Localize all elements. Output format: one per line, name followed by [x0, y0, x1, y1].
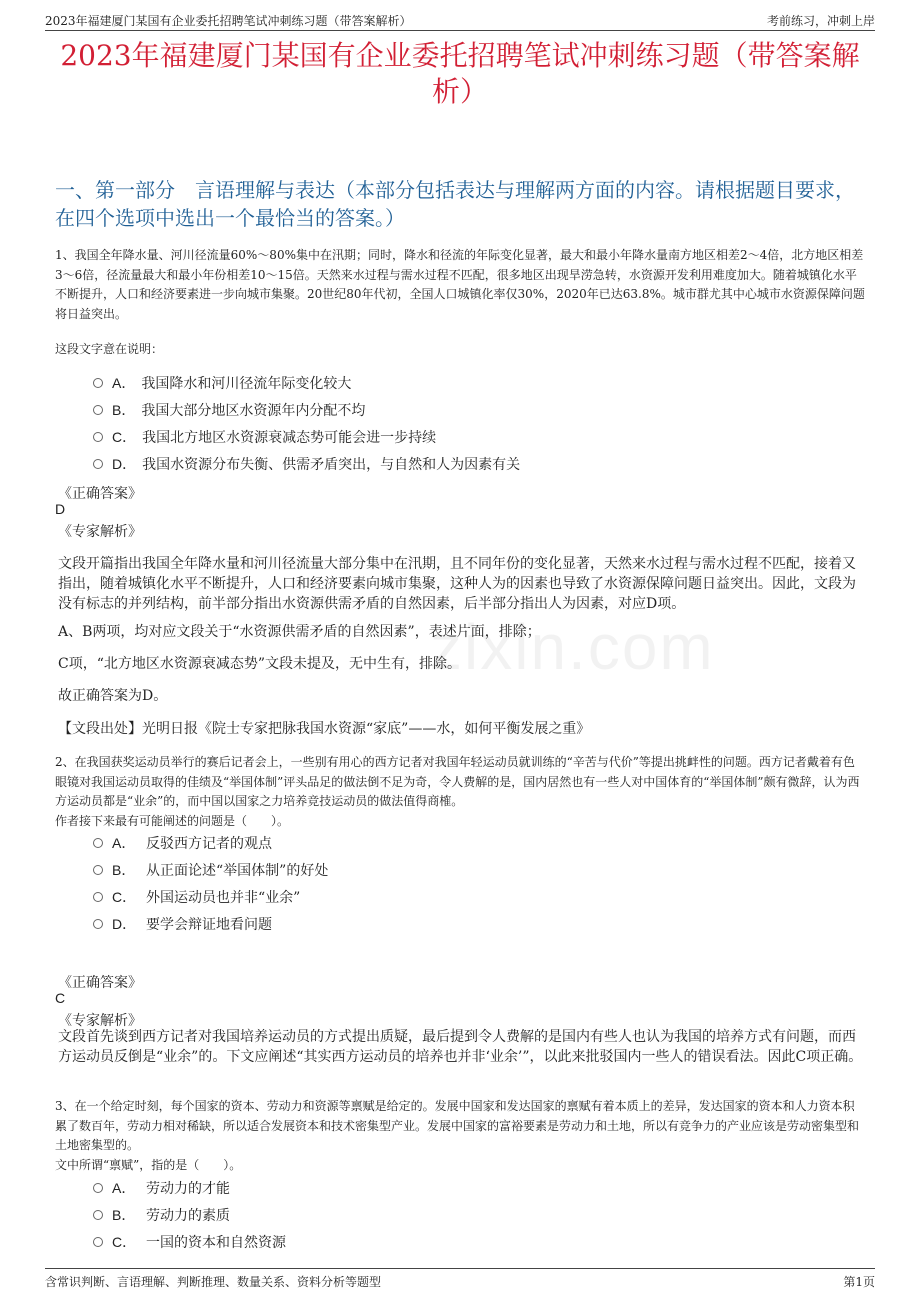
radio-icon[interactable] — [93, 405, 103, 415]
page-footer — [45, 1268, 875, 1289]
q3-option-b[interactable] — [93, 1205, 230, 1225]
q1-prompt: 这段文字意在说明： — [55, 342, 164, 356]
q1-analysis-para-3: C项，“北方地区水资源衰减态势”文段未提及，无中生有，排除。 — [58, 656, 462, 672]
page-header — [45, 12, 875, 31]
option-text: 一国的资本和自然资源 — [146, 1235, 286, 1251]
radio-icon[interactable] — [93, 838, 103, 848]
q2-option-b[interactable] — [93, 860, 328, 880]
option-letter: C． — [112, 1234, 137, 1250]
footer-topics: 含常识判断、言语理解、判断推理、数量关系、资料分析等题型 — [45, 1275, 382, 1289]
q1-analysis-para-1: 文段开篇指出我国全年降水量和河川径流量大部分集中在汛期，且不同年份的变化显著，天然来水过程与需水过程不匹配，接着又指出，随着城镇化水平不断提升，人口和经济要素向城市集聚，这种人为的因素也导致了水资源保障问题日益突出。因此，文段为没有标志的并列结构，前半部分指出水资源供需矛盾的自然因素，后半部分指出人为因素，对应D项。 — [58, 556, 856, 612]
option-letter: C． — [112, 889, 137, 905]
q1-stem: 1、我国全年降水量、河川径流量60%～80%集中在汛期；同时，降水和径流的年际变化显著，最大和最小年降水量南方地区相差2～4倍，北方地区相差3～6倍，径流量最大和最小年份相差10～15倍。天然来水过程与需水过程不匹配，很多地区出现旱涝急转，水资源开发利用难度加大。随着城镇化水平不断提升，人口和经济要素进一步向城市集聚。20世纪80年代初，全国人口城镇化率仅30%，2020年已达63.8%。城市群尤其中心城市水资源保障问题将日益突出。 — [55, 248, 865, 321]
watermark: zixin.com — [430, 611, 715, 683]
q1-source: 【文段出处】光明日报《院士专家把脉我国水资源“家底”——水，如何平衡发展之重》 — [58, 721, 591, 737]
option-letter: D． — [112, 456, 137, 472]
page-number: 第1页 — [843, 1275, 875, 1289]
q2-answer: C — [55, 990, 66, 1006]
page-title: 2023年福建厦门某国有企业委托招聘笔试冲刺练习题（带答案解析） — [60, 39, 860, 108]
q2-analysis-label: 《专家解析》 — [58, 1013, 142, 1029]
header-doc-title: 2023年福建厦门某国有企业委托招聘笔试冲刺练习题（带答案解析） — [45, 14, 412, 28]
option-text: 我国降水和河川径流年际变化较大 — [141, 376, 352, 392]
option-letter: A． — [112, 375, 136, 391]
q2-stem: 2、在我国获奖运动员举行的赛后记者会上，一些别有用心的西方记者对我国年轻运动员就训练的“辛苦与代价”等提出挑衅性的问题。西方记者戴着有色眼镜对我国运动员取得的佳绩及“举国体制”评头品足的做法倒不足为奇，令人费解的是，国内居然也有一些人对中国体育的“举国体制”颇有微辞，认为西方运动员都是“业余”的，而中国以国家之力培养竞技运动员的做法值得商榷。 — [55, 755, 860, 808]
q1-analysis-para-2: A、B两项，均对应文段关于“水资源供需矛盾的自然因素”，表述片面，排除； — [58, 624, 541, 640]
q1-answer: D — [55, 501, 66, 517]
q3-prompt: 文中所谓“禀赋”，指的是（ ）。 — [55, 1158, 242, 1172]
option-text: 我国水资源分布失衡、供需矛盾突出，与自然和人为因素有关 — [142, 457, 521, 473]
radio-icon[interactable] — [93, 432, 103, 442]
q2-answer-label: 《正确答案》 — [58, 975, 142, 991]
q1-answer-label: 《正确答案》 — [58, 486, 142, 502]
q1-option-c[interactable] — [93, 427, 436, 447]
q2-analysis: 文段首先谈到西方记者对我国培养运动员的方式提出质疑，最后提到令人费解的是国内有些人也认为我国的培养方式有问题，而西方运动员反倒是“业余”的。下文应阐述“其实西方运动员的培养也并非‘业余’”，以此来批驳国内一些人的错误看法。因此C项正确。 — [58, 1029, 863, 1065]
radio-icon[interactable] — [93, 378, 103, 388]
option-letter: A． — [112, 835, 136, 851]
radio-icon[interactable] — [93, 459, 103, 469]
option-letter: A． — [112, 1180, 136, 1196]
option-text: 要学会辩证地看问题 — [146, 917, 272, 933]
q1-option-b[interactable] — [93, 400, 365, 420]
section-heading: 一、第一部分 言语理解与表达（本部分包括表达与理解两方面的内容。请根据题目要求，在四个选项中选出一个最恰当的答案。） — [55, 178, 855, 230]
radio-icon[interactable] — [93, 865, 103, 875]
radio-icon[interactable] — [93, 1183, 103, 1193]
option-text: 外国运动员也并非“业余” — [146, 890, 301, 906]
radio-icon[interactable] — [93, 1210, 103, 1220]
q3-stem: 3、在一个给定时刻，每个国家的资本、劳动力和资源等禀赋是给定的。发展中国家和发达国家的禀赋有着本质上的差异，发达国家的资本和人力资本积累了数百年，劳动力相对稀缺，所以适合发展资本和技术密集型产业。发展中国家的富裕要素是劳动力和土地，所以有竞争力的产业应该是劳动密集型和土地密集型的。 — [55, 1099, 860, 1152]
option-letter: B． — [112, 862, 136, 878]
option-letter: D． — [112, 916, 137, 932]
option-letter: B． — [112, 402, 136, 418]
option-text: 我国北方地区水资源衰减态势可能会进一步持续 — [142, 430, 437, 446]
q1-option-a[interactable] — [93, 373, 351, 393]
radio-icon[interactable] — [93, 892, 103, 902]
q2-prompt: 作者接下来最有可能阐述的问题是（ ）。 — [55, 814, 290, 828]
option-text: 反驳西方记者的观点 — [146, 836, 272, 852]
header-slogan: 考前练习，冲刺上岸 — [766, 14, 875, 28]
q2-option-a[interactable] — [93, 833, 272, 853]
q2-option-d[interactable] — [93, 914, 272, 934]
option-letter: C． — [112, 429, 137, 445]
q1-analysis-para-4: 故正确答案为D。 — [58, 688, 168, 704]
q1-analysis-label: 《专家解析》 — [58, 524, 142, 540]
option-text: 劳动力的素质 — [146, 1208, 230, 1224]
option-text: 从正面论述“举国体制”的好处 — [146, 863, 329, 879]
q2-option-c[interactable] — [93, 887, 300, 907]
q3-option-a[interactable] — [93, 1178, 230, 1198]
q3-option-c[interactable] — [93, 1232, 286, 1252]
q1-option-d[interactable] — [93, 454, 520, 474]
option-text: 我国大部分地区水资源年内分配不均 — [141, 403, 366, 419]
option-text: 劳动力的才能 — [146, 1181, 230, 1197]
radio-icon[interactable] — [93, 1237, 103, 1247]
radio-icon[interactable] — [93, 919, 103, 929]
option-letter: B． — [112, 1207, 136, 1223]
